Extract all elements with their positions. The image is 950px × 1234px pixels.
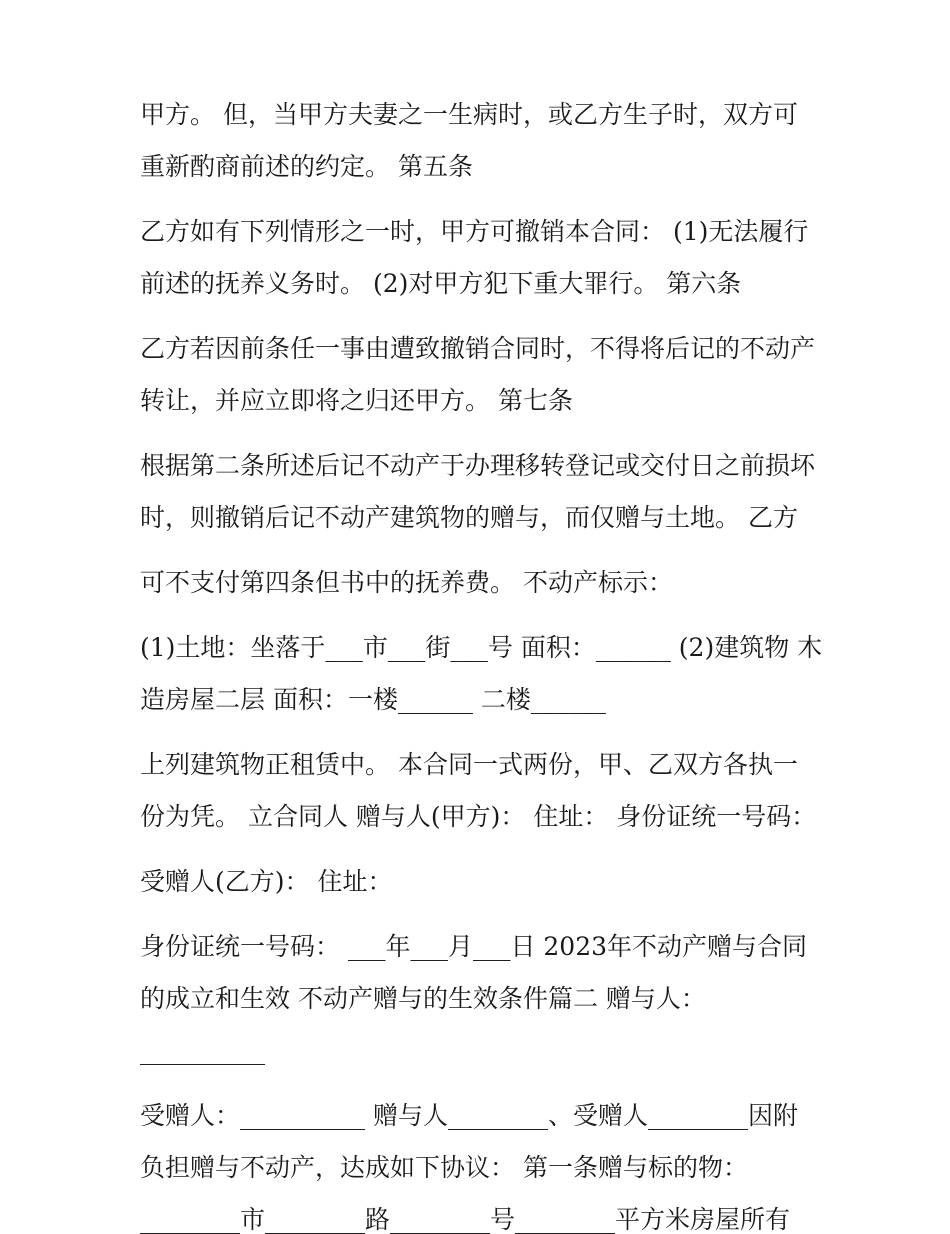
text-line: 乙方若因前条任一事由遭致撤销合同时，不得将后记的不动产 (140, 334, 816, 363)
text-line: 造房屋二层 面积：一楼______ 二楼______ (140, 685, 606, 714)
text-line: ________市________路________号________平方米房屋所有 (140, 1205, 791, 1234)
text-line: 重新酌商前述的约定。 第五条 (140, 152, 473, 181)
text-line: 乙方如有下列情形之一时，甲方可撤销本合同： (1)无法履行 (140, 217, 809, 246)
text-line: 时，则撤销后记不动产建筑物的赠与，而仅赠与土地。 乙方 (140, 503, 798, 532)
text-line: 受赠人(乙方)： 住址： (140, 867, 393, 896)
text-line: 负担赠与不动产，达成如下协议： 第一条赠与标的物： (140, 1153, 748, 1182)
document-body (140, 102, 830, 1232)
text-line: 上列建筑物正租赁中。 本合同一式两份，甲、乙双方各执一 (140, 750, 798, 779)
text-line: 前述的抚养义务时。 (2)对甲方犯下重大罪行。 第六条 (140, 269, 742, 298)
text-line: 转让，并应立即将之归还甲方。 第七条 (140, 386, 573, 415)
text-line: __________ (140, 1036, 265, 1065)
text-line: 的成立和生效 不动产赠与的生效条件篇二 赠与人： (140, 984, 706, 1013)
text-line: 份为凭。 立合同人 赠与人(甲方)： 住址： 身份证统一号码： (140, 802, 817, 831)
text-line: 根据第二条所述后记不动产于办理移转登记或交付日之前损坏 (140, 451, 816, 480)
text-line: 受赠人：__________ 赠与人________、受赠人________因附 (140, 1101, 798, 1130)
text-line: 身份证统一号码： ___年___月___日 2023年不动产赠与合同 (140, 932, 808, 961)
text-line: (1)土地：坐落于___市___街___号 面积：______ (2)建筑物 木 (140, 633, 823, 662)
text-line: 甲方。 但，当甲方夫妻之一生病时，或乙方生子时，双方可 (140, 100, 798, 129)
text-line: 可不支付第四条但书中的抚养费。 不动产标示： (140, 568, 673, 597)
